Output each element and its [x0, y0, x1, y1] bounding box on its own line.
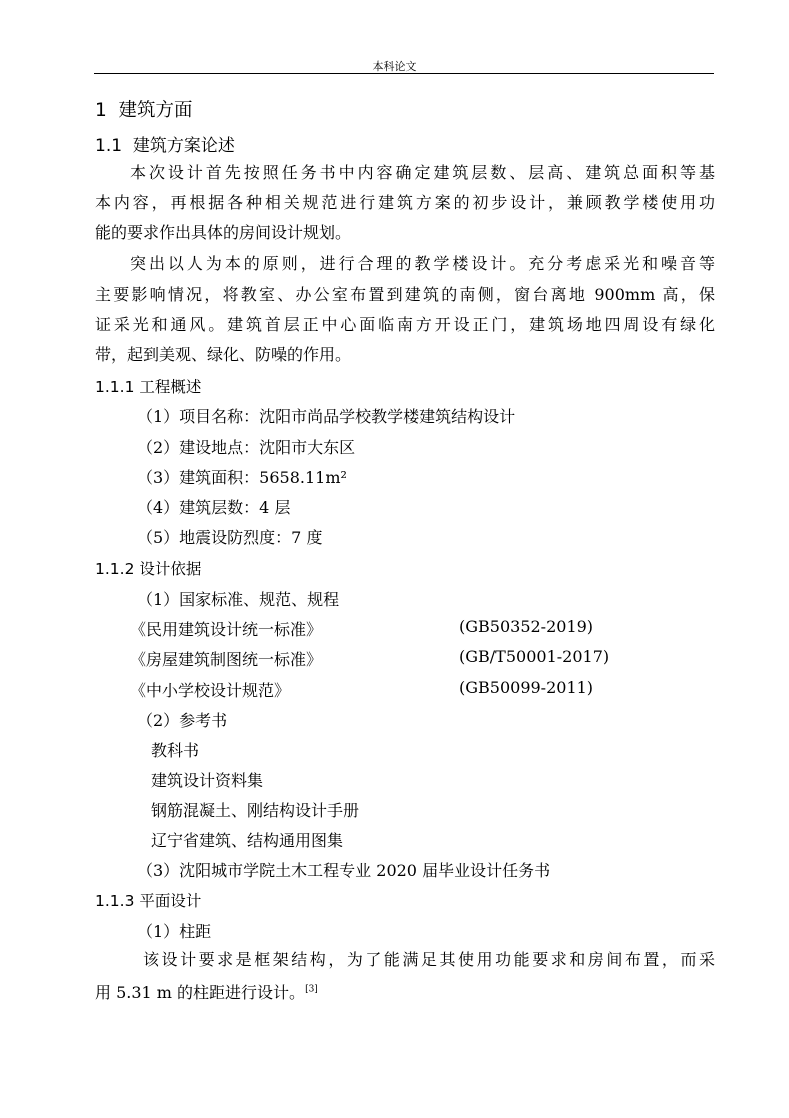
overview-item: （3）建筑面积：5658.11m² — [137, 468, 347, 487]
overview-item: （2）建设地点：沈阳市大东区 — [137, 438, 356, 457]
plan-paragraph-text: 用 5.31 m 的柱距进行设计。 — [95, 983, 306, 1002]
overview-item: （4）建筑层数：4 层 — [137, 498, 291, 517]
paragraph-2-line-3: 证采光和通风。建筑首层正中心面临南方开设正门，建筑场地四周设有绿化 — [95, 315, 715, 334]
citation-reference[interactable]: [3] — [305, 984, 318, 995]
section-1-1-number: 1.1 — [95, 136, 123, 156]
section-1-1-3-heading: 1.1.3 平面设计 — [95, 892, 202, 910]
standard-code: (GB50099-2011) — [459, 678, 594, 697]
overview-item: （5）地震设防烈度：7 度 — [137, 528, 323, 547]
section-1-1-2-heading: 1.1.2 设计依据 — [95, 560, 202, 578]
basis-item-2: （2）参考书 — [137, 711, 228, 730]
reference-book: 建筑设计资料集 — [151, 771, 264, 790]
plan-paragraph-line-1: 该设计要求是框架结构，为了能满足其使用功能要求和房间布置，而采 — [143, 950, 715, 969]
paragraph-1-line-3: 能的要求作出具体的房间设计规划。 — [95, 223, 352, 242]
section-1-1-heading — [95, 131, 235, 156]
section-1-1-1-heading: 1.1.1 工程概述 — [95, 378, 202, 396]
standard-name: 《房屋建筑制图统一标准》 — [130, 650, 323, 669]
paragraph-1-line-2: 本内容，再根据各种相关规范进行建筑方案的初步设计，兼顾教学楼使用功 — [95, 193, 715, 212]
standard-code: (GB50352-2019) — [459, 617, 594, 636]
overview-item: （1）项目名称：沈阳市尚品学校教学楼建筑结构设计 — [137, 407, 516, 426]
reference-book: 教科书 — [151, 741, 200, 760]
section-1-heading — [95, 96, 193, 122]
header-rule — [94, 73, 714, 74]
paragraph-2-line-2: 主要影响情况，将教室、办公室布置到建筑的南侧，窗台离地 900mm 高，保 — [95, 285, 715, 304]
reference-book: 钢筋混凝土、刚结构设计手册 — [151, 801, 360, 820]
page-header: 本科论文 — [372, 60, 417, 73]
paragraph-2-line-4: 带，起到美观、绿化、防噪的作用。 — [95, 345, 352, 364]
paragraph-1-line-1: 本次设计首先按照任务书中内容确定建筑层数、层高、建筑总面积等基 — [130, 163, 715, 182]
plan-item-1: （1）柱距 — [137, 922, 212, 941]
section-1-title: 建筑方面 — [118, 100, 193, 121]
standard-code: (GB/T50001-2017) — [459, 647, 610, 666]
section-1-number: 1 — [95, 100, 107, 121]
paragraph-2-line-1: 突出以人为本的原则，进行合理的教学楼设计。充分考虑采光和噪音等 — [130, 254, 715, 273]
section-1-1-title: 建筑方案论述 — [132, 136, 235, 156]
reference-book: 辽宁省建筑、结构通用图集 — [151, 831, 344, 850]
plan-paragraph-line-2 — [95, 980, 318, 1003]
basis-item-1: （1）国家标准、规范、规程 — [137, 590, 340, 609]
standard-name: 《中小学校设计规范》 — [130, 681, 291, 700]
standard-name: 《民用建筑设计统一标准》 — [130, 620, 323, 639]
basis-item-3: （3）沈阳城市学院土木工程专业 2020 届毕业设计任务书 — [137, 861, 551, 880]
